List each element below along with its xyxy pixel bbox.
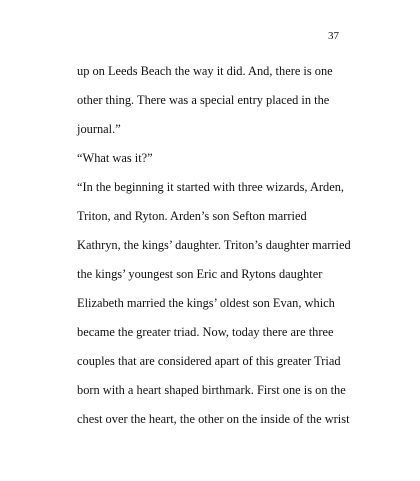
text-line: Elizabeth married the kings’ oldest son Evan, which bbox=[77, 296, 335, 310]
text-line: the kings’ youngest son Eric and Rytons daughter bbox=[77, 267, 323, 281]
text-line: became the greater triad. Now, today there are three bbox=[77, 325, 334, 339]
text-line: up on Leeds Beach the way it did. And, there is one bbox=[77, 64, 333, 78]
text-line: born with a heart shaped birthmark. First one is on the bbox=[77, 383, 346, 397]
text-line: chest over the heart, the other on the inside of the wrist bbox=[77, 412, 350, 426]
page-number: 37 bbox=[328, 30, 339, 42]
text-line: “What was it?” bbox=[77, 151, 153, 165]
text-line: journal.” bbox=[77, 122, 121, 136]
text-line: couples that are considered apart of this greater Triad bbox=[77, 354, 341, 368]
body-text bbox=[77, 63, 377, 440]
text-line: Kathryn, the kings’ daughter. Triton’s daughter married bbox=[77, 238, 351, 252]
text-line: other thing. There was a special entry placed in the bbox=[77, 93, 330, 107]
text-line: Triton, and Ryton. Arden’s son Sefton married bbox=[77, 209, 307, 223]
text-line: “In the beginning it started with three wizards, Arden, bbox=[77, 180, 345, 194]
